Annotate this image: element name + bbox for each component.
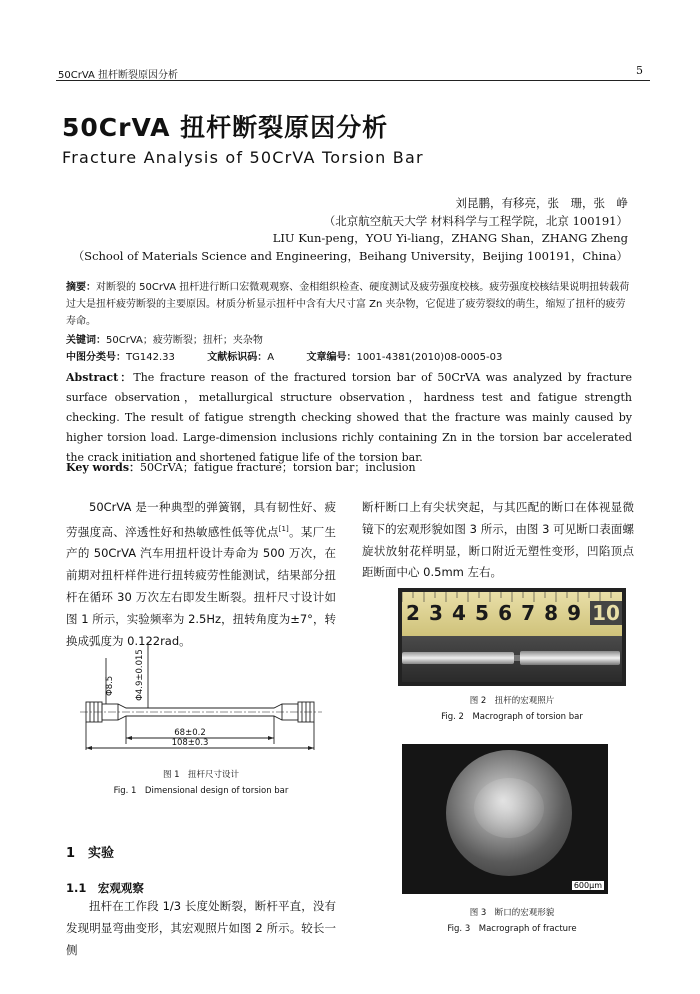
section-heading-1-1: 1.1 宏观观察 [66, 881, 144, 895]
title-english: Fracture Analysis of 50CrVA Torsion Bar [62, 148, 424, 167]
ruler-number: 4 [452, 601, 466, 625]
affiliation-chinese: （北京航空航天大学 材料科学与工程学院，北京 100191） [323, 214, 628, 228]
figure3-scale-bar: 600μm [573, 881, 602, 890]
abstract-chinese-text: 对断裂的 50CrVA 扭杆进行断口宏微观观察、金相组织检查、硬度测试及疲劳强度校核。疲劳强度校核结果说明扭转载荷过大是扭杆疲劳断裂的主要原因。材质分析显示扭杆中含有大尺寸富 Zn 夹杂物，它促进了疲劳裂纹的萌生，缩短了扭杆的疲劳寿命。 [66, 282, 630, 327]
running-title: 50CrVA 扭杆断裂原因分析 [58, 70, 179, 81]
keywords-chinese-text: 50CrVA；疲劳断裂；扭杆；夹杂物 [106, 335, 263, 346]
abstract-english-label: Abstract： [66, 371, 134, 384]
figure1-dim-d1: Φ8.5 [105, 675, 115, 696]
page-number: 5 [636, 64, 643, 77]
figure3-caption-cn: 图 3 断口的宏观形貌 [469, 908, 555, 918]
figure2-caption-en: Fig. 2 Macrograph of torsion bar [441, 712, 583, 722]
classification-line [66, 348, 502, 363]
figure2-bar-left [402, 652, 514, 664]
figure1-caption-cn: 图 1 扭杆尺寸设计 [162, 770, 240, 780]
ruler-number: 6 [498, 601, 512, 625]
figure1-dim-l2: 108±0.3 [171, 738, 209, 748]
article-number-label: 文章编号： [306, 352, 357, 363]
keywords-english-text: 50CrVA；fatigue fracture；torsion bar；inclusion [140, 461, 416, 474]
header-rule [56, 80, 650, 81]
doc-code-value: A [267, 352, 275, 363]
figure2-bar-right [520, 651, 620, 665]
section-1-1-paragraph: 扭杆在工作段 1/3 长度处断裂，断杆平直，没有发现明显弯曲变形，其宏观照片如图 2 所示。较长一侧 [66, 899, 336, 957]
figure1-dim-d2: Φ4.9±0.015 [135, 649, 145, 701]
figure3-highlight [474, 778, 544, 838]
figure2-caption-cn: 图 2 扭杆的宏观照片 [469, 696, 555, 706]
figure1-dim-l1: 68±0.2 [174, 728, 206, 738]
authors-english: LIU Kun-peng，YOU Yi-liang，ZHANG Shan，ZHANG Zheng [272, 231, 628, 245]
abstract-english [66, 368, 632, 468]
title-chinese: 50CrVA 扭杆断裂原因分析 [62, 113, 389, 142]
doc-code-label: 文献标识码： [207, 352, 268, 363]
ruler-number: 9 [567, 601, 582, 625]
article-number-value: 1001-4381(2010)08-0005-03 [356, 352, 503, 363]
keywords-chinese-label: 关键词： [66, 335, 106, 346]
figure2-ruler [402, 592, 622, 636]
abstract-chinese-label: 摘要： [66, 282, 96, 293]
figure3-photo [402, 744, 608, 894]
figure3-caption-en: Fig. 3 Macrograph of fracture [447, 924, 577, 934]
keywords-english-label: Key words： [66, 461, 141, 474]
intro-text: 50CrVA 是一种典型的弹簧钢，具有韧性好、疲劳强度高、淬透性好和热敏感性低等优点 [66, 500, 336, 539]
figure1-caption-en: Fig. 1 Dimensional design of torsion bar [113, 786, 289, 796]
abstract-english-text: The fracture reason of the fractured torsion bar of 50CrVA was analyzed by fracture surface observation，metallurgical structure observation，hardness test and fatigue strength checking. The result of fatigue strength checking showed that the fracture was mainly caused by higher torsion load. Large-dimension inclusions richly containing Zn in the torsion bar accelerated the crack initiation and shortened fatigue life of the torsion bar. [66, 371, 632, 464]
ruler-number: 5 [475, 601, 489, 625]
abstract-chinese [66, 279, 632, 330]
clc-label: 中图分类号： [66, 352, 126, 363]
keywords-chinese [66, 331, 263, 346]
section-heading-1: 1 实验 [66, 846, 115, 861]
ruler-number: 10 [592, 601, 620, 625]
ruler-numbers [406, 601, 622, 625]
affiliation-english: （School of Materials Science and Engineering，Beihang University，Beijing 100191，China） [72, 249, 628, 263]
ruler-number: 3 [429, 601, 443, 625]
intro-citation: [1] [278, 524, 289, 533]
right-column-paragraph: 断杆断口上有尖状突起，与其匹配的断口在体视显微镜下的宏观形貌如图 3 所示，由图 3 可见断口表面螺旋状放射花样明显，断口附近无塑性变形，凹陷顶点距断面中心 0.5mm 左右。 [362, 500, 634, 580]
figure2-photo [398, 588, 626, 686]
clc-value: TG142.33 [126, 352, 175, 363]
ruler-number: 7 [521, 601, 535, 625]
ruler-number: 2 [406, 601, 420, 625]
authors-chinese: 刘昆鹏，有移亮，张 珊，张 峥 [455, 196, 628, 210]
intro-text-rest: 。某厂生产的 50CrVA 汽车用扭杆设计寿命为 500 万次，在前期对扭杆样件进行扭转疲劳性能测试，结果部分扭杆在循环 30 万次左右即发生断裂。扭杆尺寸设计如图 1 所示，实验频率为 2.5Hz，扭转角度为±7°，转换成弧度为 0.122rad。 [66, 524, 337, 648]
keywords-english [66, 459, 416, 475]
ruler-number: 8 [544, 601, 559, 625]
intro-paragraph [66, 497, 336, 652]
